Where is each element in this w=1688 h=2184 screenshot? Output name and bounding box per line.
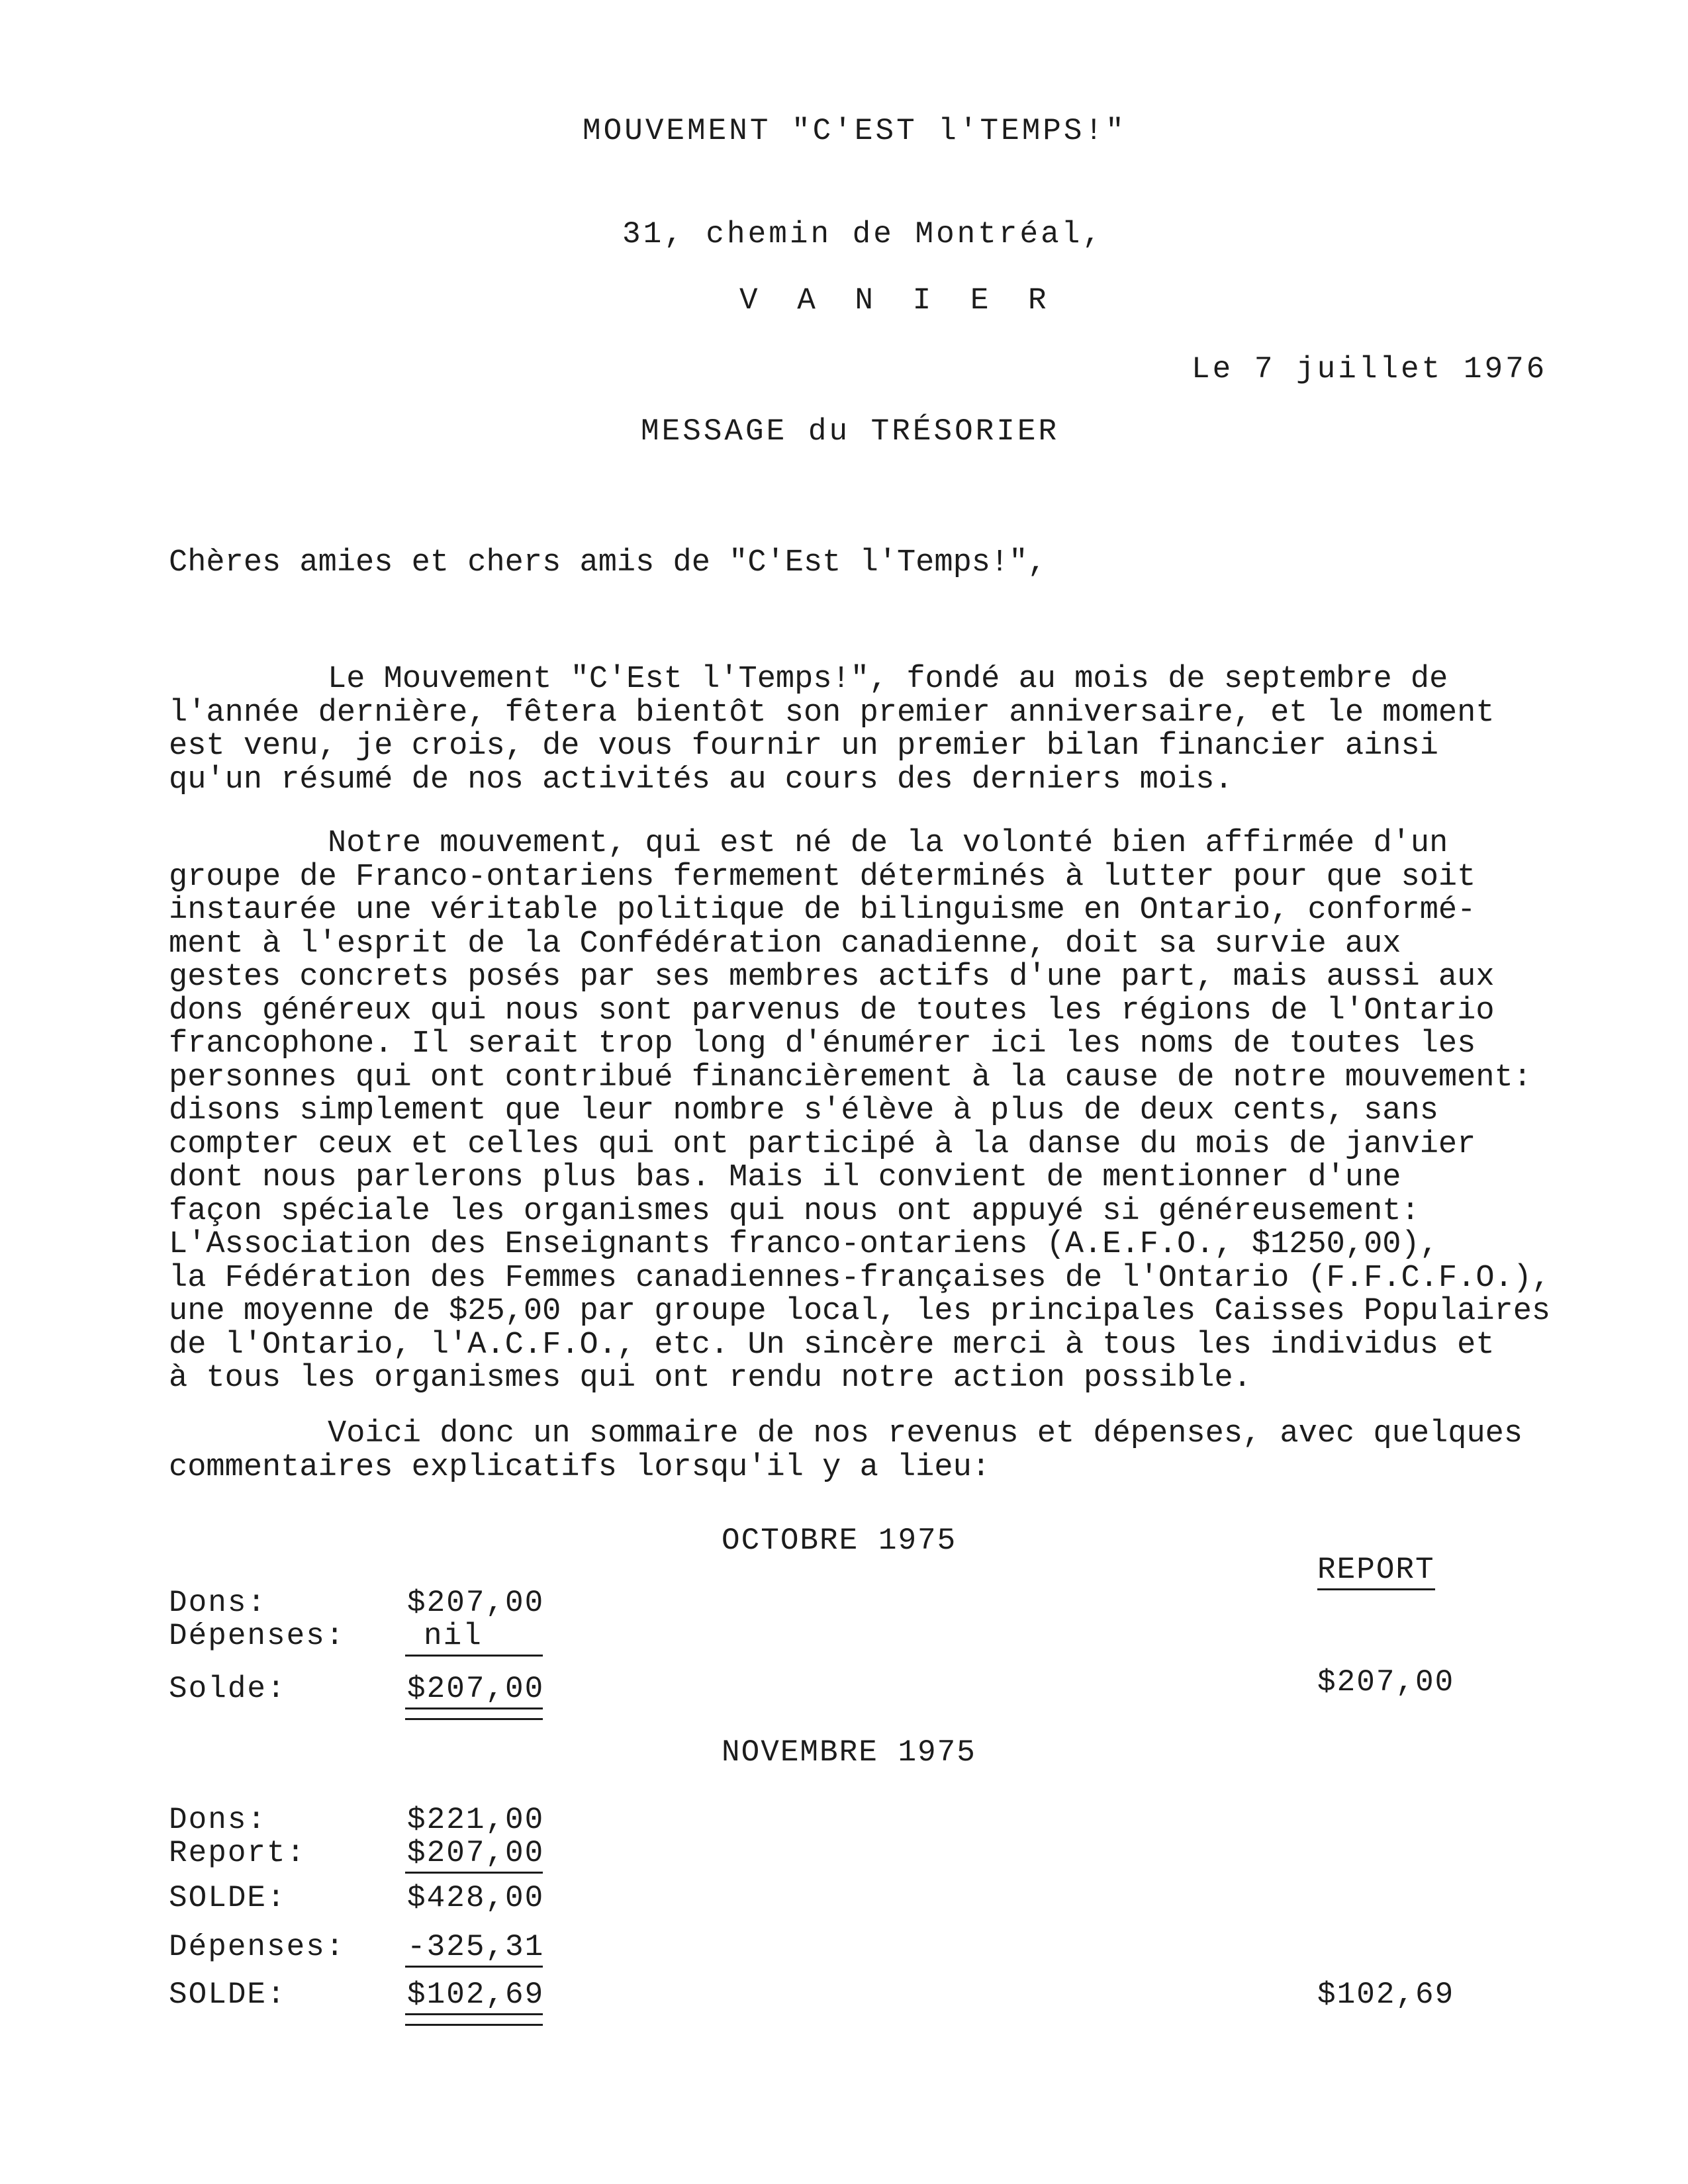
salutation: Chères amies et chers amis de "C'Est l'Temps!", [169, 545, 1047, 580]
paragraph-intro [169, 663, 1671, 797]
city-name: V A N I E R [739, 283, 1057, 318]
text-line: est venu, je crois, de vous fournir un premier bilan financier ainsi [169, 729, 1438, 764]
row-label: SOLDE: [169, 1881, 287, 1915]
text-line: la Fédération des Femmes canadiennes-françaises de l'Ontario (F.F.C.F.O.), [169, 1260, 1551, 1296]
row-label: Dons: [169, 1586, 267, 1620]
double-underline [405, 2013, 543, 2015]
text-line: personnes qui ont contribué financièrement à la cause de notre mouvement: [169, 1060, 1532, 1095]
address-line: 31, chemin de Montréal, [622, 217, 1103, 251]
text-line: instaurée une véritable politique de bilinguisme en Ontario, conformé- [169, 893, 1476, 928]
sum-underline [405, 1966, 543, 1968]
paragraph-summary [169, 1418, 1671, 1484]
row-value: $207,00 [407, 1836, 545, 1870]
double-underline [405, 2024, 543, 2026]
sum-underline [405, 1655, 543, 1657]
row-value: nil [424, 1619, 483, 1653]
report-value-november: $102,69 [1317, 1978, 1455, 2012]
text-line: groupe de Franco-ontariens fermement déterminés à lutter pour que soit [169, 859, 1476, 895]
row-value: $207,00 [407, 1672, 545, 1706]
organization-name: MOUVEMENT "C'EST l'TEMPS!" [583, 114, 1127, 148]
text-line: disons simplement que leur nombre s'élève à plus de deux cents, sans [169, 1093, 1438, 1128]
text-line: façon spéciale les organismes qui nous ont appuyé si généreusement: [169, 1193, 1420, 1229]
row-label: Dépenses: [169, 1930, 346, 1964]
text-line: compter ceux et celles qui ont participé à la danse du mois de janvier [169, 1126, 1476, 1162]
text-line: gestes concrets posés par ses membres actifs d'une part, mais aussi aux [169, 960, 1495, 995]
text-line: francophone. Il serait trop long d'énumérer ici les noms de toutes les [169, 1026, 1476, 1062]
month-title-november: NOVEMBRE 1975 [722, 1735, 976, 1770]
text-line: commentaires explicatifs lorsqu'il y a lieu: [169, 1449, 991, 1485]
month-title-october: OCTOBRE 1975 [722, 1524, 957, 1558]
row-value: $102,69 [407, 1978, 545, 2012]
text-line: Voici donc un sommaire de nos revenus et dépenses, avec quelques [328, 1416, 1523, 1451]
report-column-header: REPORT [1317, 1553, 1435, 1590]
row-label: SOLDE: [169, 1978, 287, 2012]
row-value: $428,00 [407, 1881, 545, 1915]
letter-date: Le 7 juillet 1976 [1192, 352, 1548, 387]
sum-underline [405, 1872, 543, 1874]
row-label: Dépenses: [169, 1619, 346, 1653]
text-line: Notre mouvement, qui est né de la volonté bien affirmée d'un [328, 826, 1448, 861]
report-value-october: $207,00 [1317, 1665, 1455, 1700]
row-value: $221,00 [407, 1803, 545, 1837]
double-underline [405, 1707, 543, 1709]
text-line: Le Mouvement "C'Est l'Temps!", fondé au mois de septembre de [328, 662, 1448, 697]
row-value: -325,31 [407, 1930, 545, 1964]
text-line: de l'Ontario, l'A.C.F.O., etc. Un sincère merci à tous les individus et [169, 1327, 1495, 1363]
text-line: L'Association des Enseignants franco-ontariens (A.E.F.O., $1250,00), [169, 1227, 1438, 1262]
text-line: une moyenne de $25,00 par groupe local, les principales Caisses Populaires [169, 1294, 1551, 1329]
text-line: l'année dernière, fêtera bientôt son premier anniversaire, et le moment [169, 695, 1495, 731]
text-line: ment à l'esprit de la Confédération canadienne, doit sa survie aux [169, 926, 1401, 962]
row-label: Dons: [169, 1803, 267, 1837]
text-line: à tous les organismes qui ont rendu notre action possible. [169, 1361, 1252, 1396]
paragraph-thanks [169, 827, 1671, 1396]
text-line: dons généreux qui nous sont parvenus de toutes les régions de l'Ontario [169, 993, 1495, 1028]
text-line: qu'un résumé de nos activités au cours des derniers mois. [169, 762, 1233, 797]
double-underline [405, 1718, 543, 1720]
text-line: dont nous parlerons plus bas. Mais il convient de mentionner d'une [169, 1160, 1401, 1195]
letter-title: MESSAGE du TRÉSORIER [641, 414, 1060, 449]
row-label: Solde: [169, 1672, 287, 1706]
row-label: Report: [169, 1836, 306, 1870]
row-value: $207,00 [407, 1586, 545, 1620]
